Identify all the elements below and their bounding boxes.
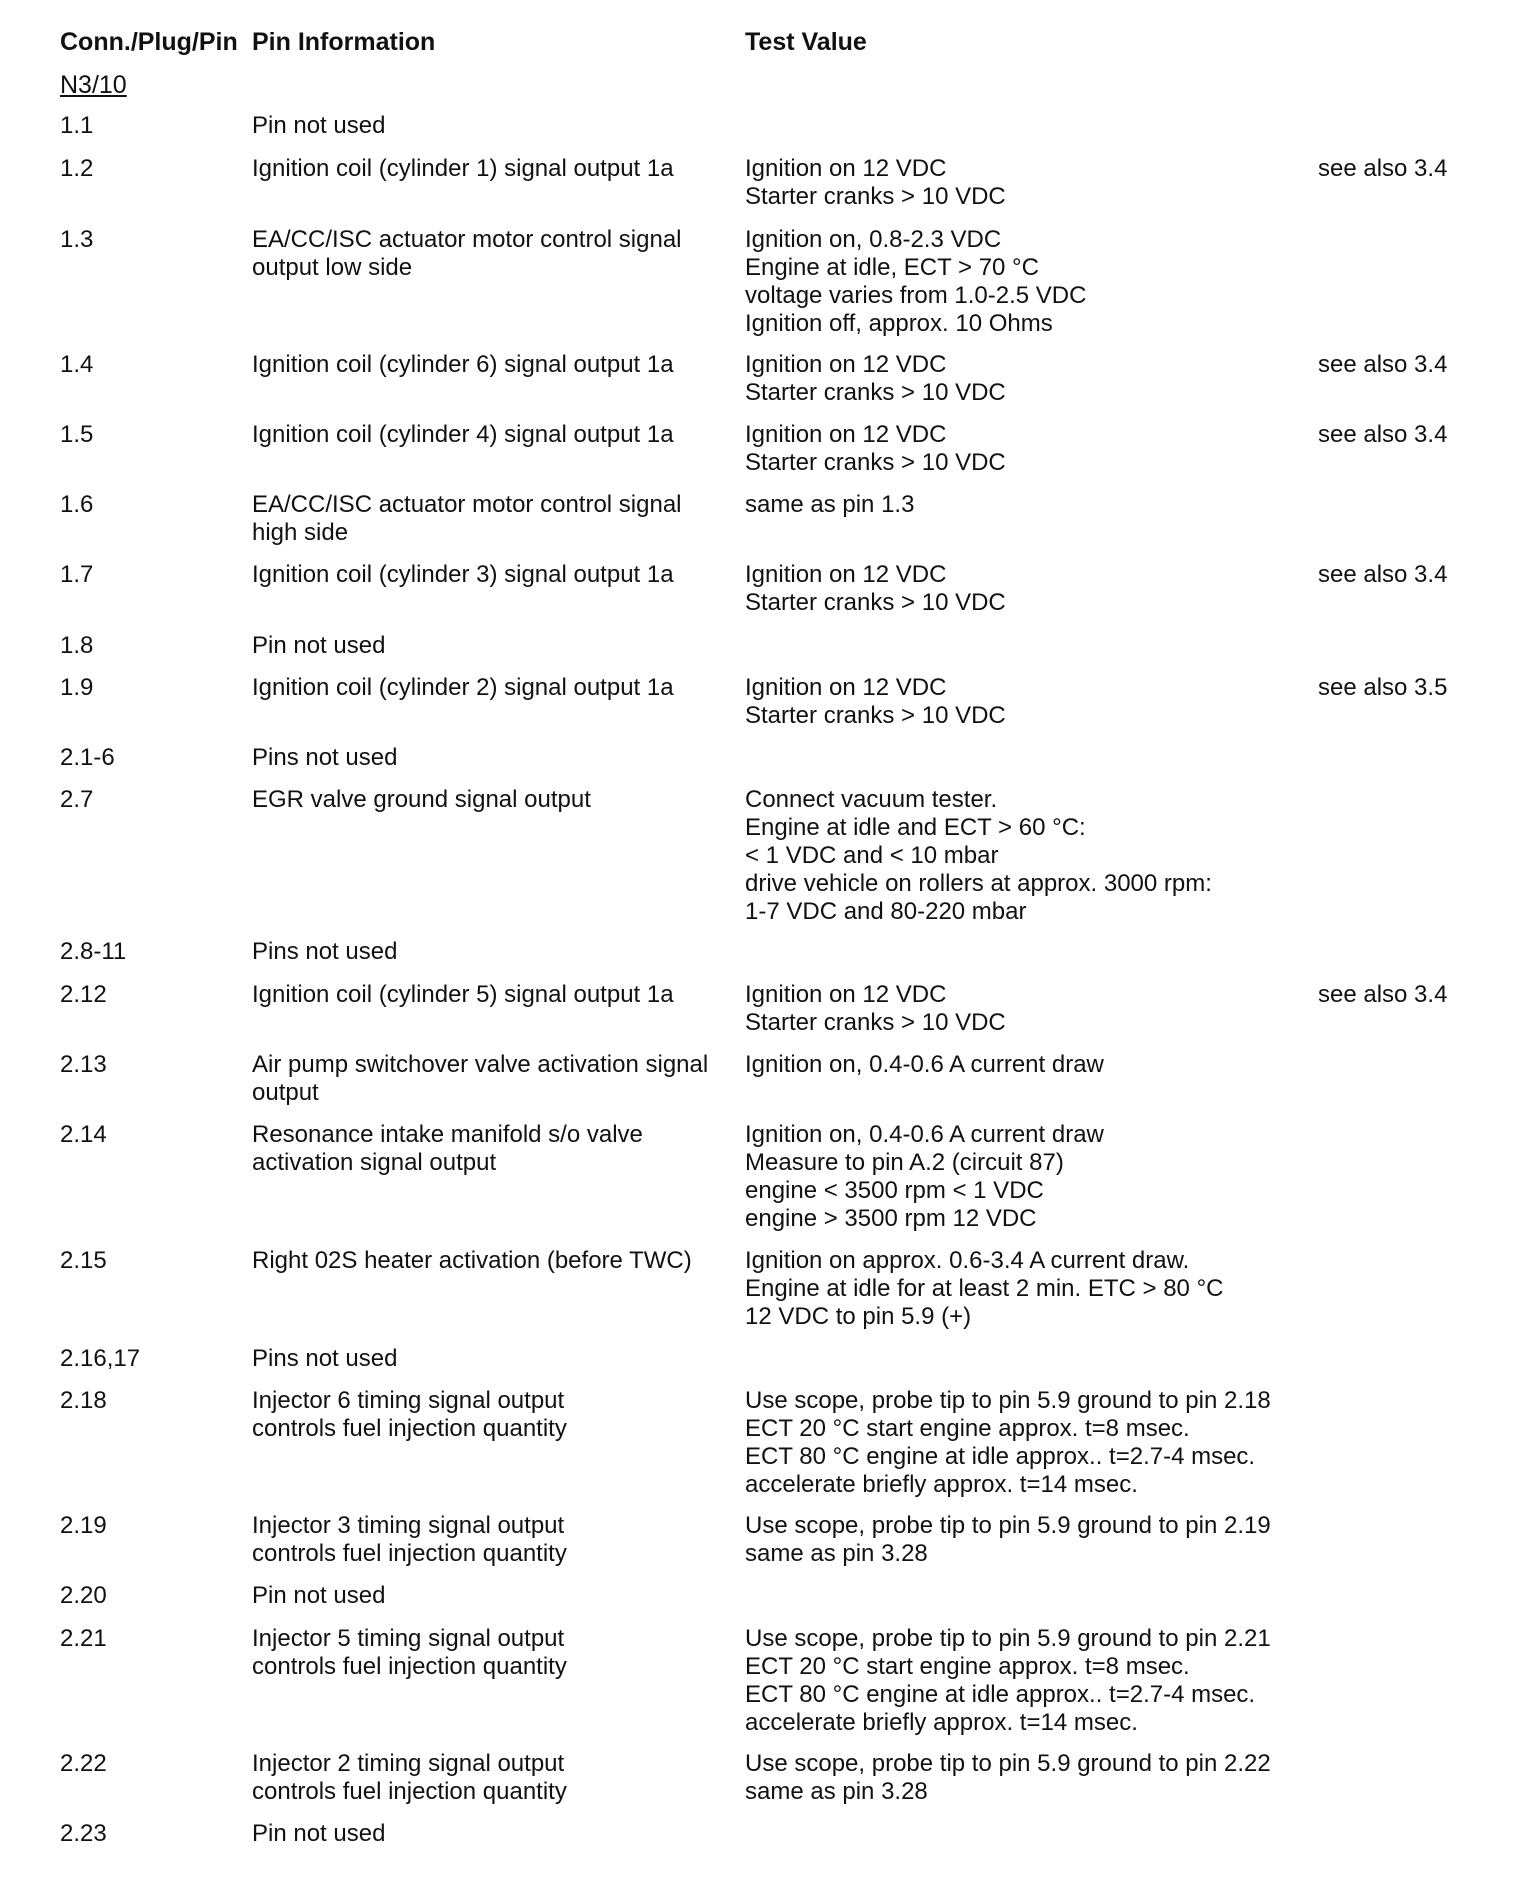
- pin-number: 2.1-6: [60, 744, 115, 771]
- test-value: Ignition on 12 VDC Starter cranks > 10 VDC: [745, 674, 1006, 729]
- test-value: Connect vacuum tester. Engine at idle and ECT > 60 °C: < 1 VDC and < 10 mbar drive vehicle on rollers at approx. 3000 rpm: 1-7 VDC and 80-220 mbar: [745, 786, 1212, 925]
- test-value: Ignition on, 0.4-0.6 A current draw: [745, 1051, 1104, 1078]
- pin-information: Ignition coil (cylinder 4) signal output 1a: [252, 421, 674, 448]
- pin-information: EA/CC/ISC actuator motor control signal output low side: [252, 226, 682, 281]
- test-value: Ignition on 12 VDC Starter cranks > 10 VDC: [745, 351, 1006, 406]
- pin-information: Ignition coil (cylinder 2) signal output 1a: [252, 674, 674, 701]
- pin-information: Pin not used: [252, 1582, 386, 1609]
- table-header: [0, 27, 1520, 59]
- pin-number: 2.16,17: [60, 1345, 141, 1372]
- pin-number: 2.8-11: [60, 938, 127, 965]
- test-value: Ignition on approx. 0.6-3.4 A current draw. Engine at idle for at least 2 min. ETC > 80 °C 12 VDC to pin 5.9 (+): [745, 1247, 1224, 1330]
- test-value: Ignition on 12 VDC Starter cranks > 10 VDC: [745, 155, 1006, 210]
- pin-information: Pin not used: [252, 632, 386, 659]
- pin-number: 1.3: [60, 226, 94, 253]
- pin-number: 1.4: [60, 351, 94, 378]
- pin-information: EGR valve ground signal output: [252, 786, 591, 813]
- test-value: Use scope, probe tip to pin 5.9 ground to pin 2.19 same as pin 3.28: [745, 1512, 1271, 1567]
- see-also-reference: see also 3.4: [1318, 421, 1448, 448]
- pin-information: Pins not used: [252, 744, 398, 771]
- header-pin-information: Pin Information: [252, 28, 436, 56]
- pin-number: 1.2: [60, 155, 94, 182]
- test-value: Ignition on, 0.8-2.3 VDC Engine at idle, ECT > 70 °C voltage varies from 1.0-2.5 VDC Ignition off, approx. 10 Ohms: [745, 226, 1087, 337]
- pin-information: Injector 2 timing signal output controls fuel injection quantity: [252, 1750, 567, 1805]
- test-value: same as pin 1.3: [745, 491, 915, 518]
- pin-information: Resonance intake manifold s/o valve activation signal output: [252, 1121, 643, 1176]
- pin-number: 2.23: [60, 1820, 107, 1847]
- pin-number: 2.12: [60, 981, 107, 1008]
- see-also-reference: see also 3.4: [1318, 561, 1448, 588]
- pin-information: Injector 3 timing signal output controls fuel injection quantity: [252, 1512, 567, 1567]
- see-also-reference: see also 3.4: [1318, 981, 1448, 1008]
- test-value: Ignition on 12 VDC Starter cranks > 10 VDC: [745, 981, 1006, 1036]
- test-value: Ignition on 12 VDC Starter cranks > 10 VDC: [745, 561, 1006, 616]
- test-value: Use scope, probe tip to pin 5.9 ground to pin 2.18 ECT 20 °C start engine approx. t=8 msec. ECT 80 °C engine at idle approx.. t=2.7-4 msec. accelerate briefly approx. t=14 msec.: [745, 1387, 1271, 1498]
- test-value: Ignition on 12 VDC Starter cranks > 10 VDC: [745, 421, 1006, 476]
- header-pin: Conn./Plug/Pin: [60, 28, 238, 56]
- pin-information: Pin not used: [252, 1820, 386, 1847]
- pin-number: 2.18: [60, 1387, 107, 1414]
- pin-number: 2.20: [60, 1582, 107, 1609]
- see-also-reference: see also 3.4: [1318, 155, 1448, 182]
- pin-information: Injector 6 timing signal output controls fuel injection quantity: [252, 1387, 567, 1442]
- pin-number: 1.8: [60, 632, 94, 659]
- pin-information: Pins not used: [252, 1345, 398, 1372]
- pin-number: 2.7: [60, 786, 94, 813]
- connector-label: N3/10: [60, 71, 127, 99]
- test-value: Use scope, probe tip to pin 5.9 ground to pin 2.22 same as pin 3.28: [745, 1750, 1271, 1805]
- see-also-reference: see also 3.5: [1318, 674, 1448, 701]
- pin-number: 1.1: [60, 112, 94, 139]
- pin-number: 2.22: [60, 1750, 107, 1777]
- pin-number: 2.14: [60, 1121, 107, 1148]
- pin-information: EA/CC/ISC actuator motor control signal high side: [252, 491, 682, 546]
- pin-information: Ignition coil (cylinder 3) signal output 1a: [252, 561, 674, 588]
- pin-number: 2.19: [60, 1512, 107, 1539]
- pin-number: 1.5: [60, 421, 94, 448]
- pin-information: Right 02S heater activation (before TWC): [252, 1247, 692, 1274]
- see-also-reference: see also 3.4: [1318, 351, 1448, 378]
- pin-number: 2.21: [60, 1625, 107, 1652]
- pin-information: Pin not used: [252, 112, 386, 139]
- pin-information: Air pump switchover valve activation signal output: [252, 1051, 709, 1106]
- test-value: Use scope, probe tip to pin 5.9 ground to pin 2.21 ECT 20 °C start engine approx. t=8 msec. ECT 80 °C engine at idle approx.. t=2.7-4 msec. accelerate briefly approx. t=14 msec.: [745, 1625, 1271, 1736]
- test-value: Ignition on, 0.4-0.6 A current draw Measure to pin A.2 (circuit 87) engine < 3500 rpm < 1 VDC engine > 3500 rpm 12 VDC: [745, 1121, 1104, 1232]
- header-test-value: Test Value: [745, 28, 867, 56]
- pin-information: Ignition coil (cylinder 1) signal output 1a: [252, 155, 674, 182]
- pin-number: 1.6: [60, 491, 94, 518]
- pin-number: 1.9: [60, 674, 94, 701]
- pin-number: 2.13: [60, 1051, 107, 1078]
- pin-number: 2.15: [60, 1247, 107, 1274]
- pin-information: Ignition coil (cylinder 5) signal output 1a: [252, 981, 674, 1008]
- pin-number: 1.7: [60, 561, 94, 588]
- pin-information: Ignition coil (cylinder 6) signal output 1a: [252, 351, 674, 378]
- pin-information: Injector 5 timing signal output controls fuel injection quantity: [252, 1625, 567, 1680]
- pin-information: Pins not used: [252, 938, 398, 965]
